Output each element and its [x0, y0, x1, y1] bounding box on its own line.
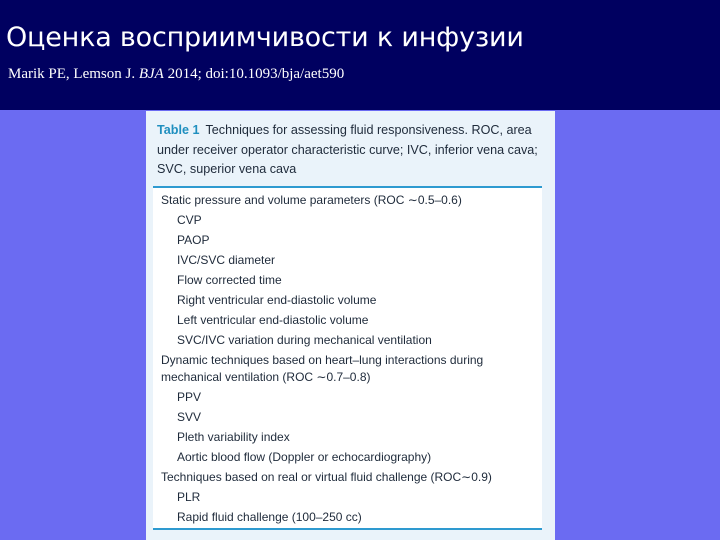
caption-line-2: under receiver operator characteristic curve; IVC, inferior vena cava; — [157, 142, 538, 157]
table-row: Techniques based on real or virtual fluid challenge (ROC∼0.9) — [161, 470, 492, 484]
table-row: IVC/SVC diameter — [177, 253, 276, 267]
citation-authors: Marik PE, Lemson J. — [8, 66, 139, 82]
caption-line-1: Techniques for assessing fluid responsiveness. ROC, area — [205, 123, 532, 137]
table-row: SVV — [177, 410, 202, 424]
table-row: PLR — [177, 490, 201, 504]
caption-line-3: SVC, superior vena cava — [157, 162, 297, 176]
slide-title: Оценка восприимчивости к инфузии — [6, 22, 524, 53]
table-row: Rapid fluid challenge (100–250 cc) — [177, 510, 362, 524]
slide-header — [0, 0, 720, 110]
table-row: Left ventricular end-diastolic volume — [177, 313, 369, 327]
citation-journal: BJA — [138, 66, 164, 82]
table-row: Pleth variability index — [177, 430, 290, 444]
table-label: Table 1 — [157, 123, 200, 137]
table-row: CVP — [177, 213, 202, 227]
table-row: mechanical ventilation (ROC ∼0.7–0.8) — [161, 370, 371, 384]
table-row: Dynamic techniques based on heart–lung interactions during — [161, 353, 484, 367]
table-image — [146, 111, 555, 540]
table-row: PAOP — [177, 233, 210, 247]
citation — [8, 66, 344, 83]
table-row: Right ventricular end-diastolic volume — [177, 293, 377, 307]
citation-details: 2014; doi:10.1093/bja/aet590 — [163, 66, 345, 82]
techniques-table — [153, 186, 542, 530]
table-row: Aortic blood flow (Doppler or echocardiography) — [177, 450, 432, 464]
table-row: Static pressure and volume parameters (ROC ∼0.5–0.6) — [161, 193, 462, 207]
table-row: PPV — [177, 390, 202, 404]
table-row: SVC/IVC variation during mechanical ventilation — [177, 333, 432, 347]
table-caption — [157, 121, 549, 180]
table-row: Flow corrected time — [177, 273, 282, 287]
